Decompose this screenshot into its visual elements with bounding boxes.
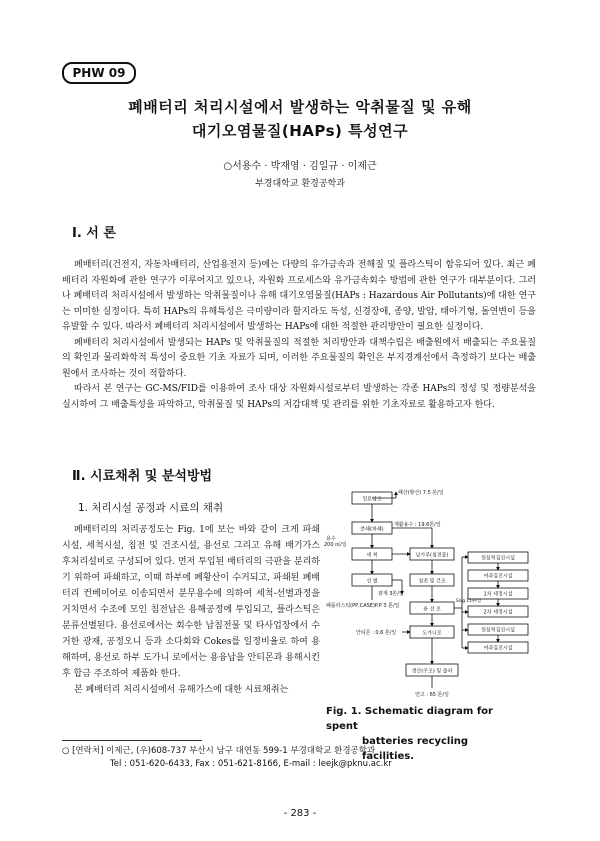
subsection-heading-process: 1. 처리시설 공정과 시료의 채취 <box>78 502 224 514</box>
paper-title-line-1: 폐배터리 처리시설에서 발생하는 악취물질 및 유해 <box>128 98 472 116</box>
node-t1-label: 원심력집진시설 <box>481 555 515 562</box>
node-acid-label: 폐산(황산) 7.5 톤/일 <box>398 490 444 496</box>
node-lead-sediment-label: 납가루(침전물) <box>415 552 449 559</box>
node-furnace-label: 용 선 로 <box>423 606 441 613</box>
section-heading-methods: Ⅱ. 시료채취 및 분석방법 <box>72 469 213 484</box>
node-product-label: 생산(주조) 및 출하 <box>411 668 453 675</box>
intro-paragraph: 폐배터리 처리시설에서 발생되는 HAPs 및 악취물질의 적절한 처리방안과 대책수립은 배출원에서 배출되는 주요물질의 확인과 물리화학적 특성이 중요한 기초 자료가 되며, 이러한 주요물질의 확인은 부지경계선에서 측정하기 보다는 배출원에서 조사하는 것이 적합하다. <box>62 337 536 379</box>
author-names: ○서용수 · 박재영 · 김일규 · 이제근 <box>223 161 377 172</box>
methods-body <box>62 522 320 698</box>
node-antimony-label: 안티몬 : 0.6 톤/일 <box>356 630 397 636</box>
node-t5-label: 원심력집진시설 <box>481 627 515 634</box>
node-slag-in-label: Slag 15톤/일 <box>456 598 482 603</box>
footnote-divider <box>62 740 202 741</box>
node-separate-label: 선 별 <box>366 578 378 585</box>
node-plastic-label: 폐플라스틱(PP,CASE)P.P 3 톤/일 <box>326 603 400 609</box>
session-code-badge: PHW 09 <box>62 62 136 84</box>
introduction-body <box>62 258 536 413</box>
node-slag-out-label: 광재 3톤/일 <box>378 591 404 597</box>
methods-paragraph: 본 폐배터리 처리시설에서 유해가스에 대한 시료채취는 <box>74 685 289 695</box>
node-crucible-label: 도가니로 <box>422 630 442 637</box>
node-sediment-dry-label: 침전 및 건조 <box>418 578 446 585</box>
node-t4-label: 2차 세정시설 <box>483 609 513 616</box>
intro-paragraph: 폐배터리(건전지, 자동차배터리, 산업용전지 등)에는 다량의 유가금속과 전해질 및 플라스틱이 함유되어 있다. 최근 폐배터리 자원화에 관한 연구가 이루어지고 있으나, 자원화 프로세스와 유가금속회수 방법에 관한 연구가 대부분이다. 그러나 폐배터리 처리시설에서 발생하는 악취물질이나 유해 대기오염물질(HAPs : Hazardous Air Pollutants)에 대한 연구는 미미한 실정이다. 특히 HAPs의 유해특성은 극미량이라 할지라도 독성, 신경장애, 종양, 발암, 태아기형, 돌연변이 등을 유발할 수 있다. 따라서 폐배터리 처리시설에서 발생하는 HAPs에 대한 적절한 관리방안이 필요한 실정이다. <box>62 260 536 332</box>
figure-caption-line-2: batteries recycling facilities. <box>362 736 469 762</box>
figure-caption-line-1: Fig. 1. Schematic diagram for spent <box>326 706 493 732</box>
node-product-amount: 연고 : 65 톤/일 <box>415 692 449 698</box>
footnote-line-1: ○ [연락처] 이제근, (우)608-737 부산시 남구 대연동 599-1 부경대학교 환경공학과 <box>62 746 376 756</box>
footnote-contact <box>62 745 542 771</box>
node-t2-label: 여과집진시설 <box>483 573 513 580</box>
node-water-label: 용수 <box>326 536 336 542</box>
node-crush-label: 분쇄(파쇄) <box>360 526 384 533</box>
footnote-line-2: Tel : 051-620-6433, Fax : 051-621-8166, E-mail : leejk@pknu.ac.kr <box>110 759 392 769</box>
methods-paragraph: 폐배터리의 처리공정도는 Fig. 1에 보는 바와 같이 크게 파쇄시설, 세척시설, 침전 및 건조시설, 용선로 그리고 유해 배기가스 후처리설비로 구성되어 있다. 먼저 투입된 배터리의 극판을 분리하기 위하여 파쇄하고, 이때 하부에 폐황산이 수거되고, 파쇄된 폐배터리 컨베이어로 이송되면서 분무용수에 의하여 세척-선별과정을 거치면서 수조에 모인 침전납은 용해공정에 투입되고, 플라스틱은 분류선별된다. 용선로에서는 회수한 납침전물 및 타사업장에서 수거한 광재, 공정오니 등과 소다회와 Cokes를 일정비율로 하여 용해하며, 용선로 하부 도가니 로에서는 용융납을 안티몬과 용해시킨 후 합금 주조하여 제품화 한다. <box>62 525 320 679</box>
node-wash-label: 세 척 <box>366 552 378 559</box>
process-flow-diagram <box>322 488 538 704</box>
page-number: - 283 - <box>283 808 317 819</box>
intro-paragraph: 따라서 본 연구는 GC-MS/FID를 이용하여 조사 대상 자원화시설로부터 발생하는 각종 HAPs의 정성 및 정량분석을 실시하여 그 배출특성을 파악하고, 악취물질 및 HAPs의 저감대책 및 관리를 위한 기초자료로 활용하고자 한다. <box>62 384 536 410</box>
author-affiliation: 부경대학교 환경공학과 <box>255 179 345 189</box>
node-recycle-water-label: 재활용수 : 19.6톤/일 <box>394 522 441 528</box>
paper-title-line-2: 대기오염물질(HAPs) 특성연구 <box>191 122 409 140</box>
section-heading-introduction: Ⅰ. 서 론 <box>72 226 116 241</box>
node-t3-label: 1차 세정시설 <box>483 591 513 598</box>
node-t6-label: 여과집진시설 <box>483 645 513 652</box>
node-water-amount: 200 ㎥/일 <box>324 542 347 548</box>
node-input-label: 원료입고 <box>362 496 382 503</box>
